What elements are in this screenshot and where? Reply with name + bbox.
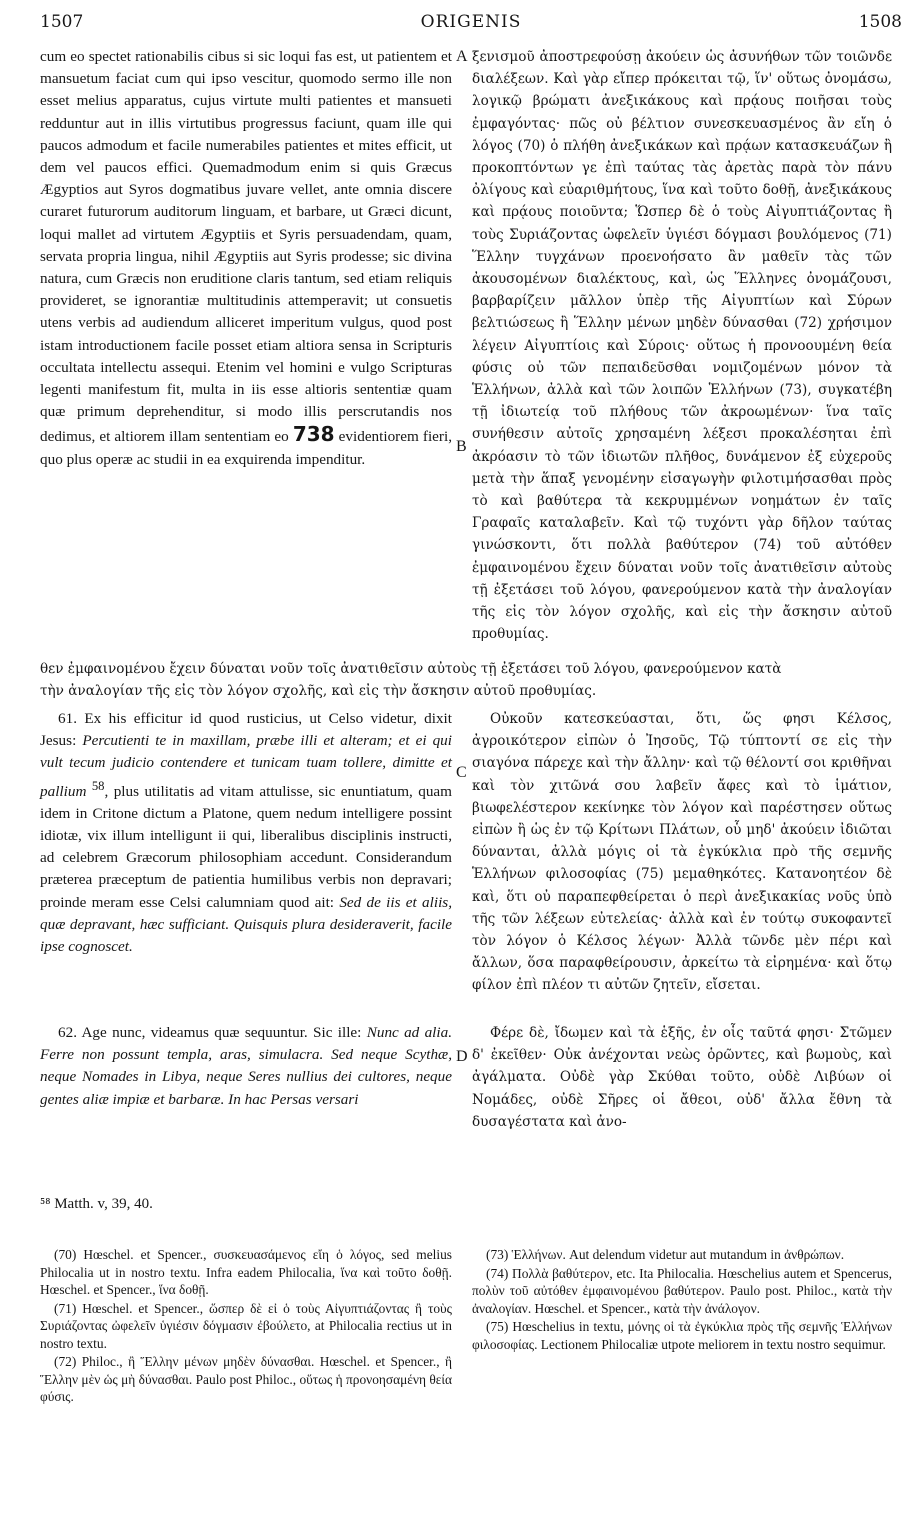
- latin-top-text-end: evidentiorem fieri, quo plus operæ ac studii in ea exquirenda impenditur.: [40, 428, 452, 468]
- latin-62-text: Age nunc, videamus quæ sequuntur. Sic ille:: [81, 1024, 362, 1041]
- margin-marker-a: A: [456, 48, 468, 65]
- note-74: (74) Πολλὰ βαθύτερον, etc. Ita Philocalia. Hœschelius autem et Spencerus, πολὺν τοῦ αὐτόθεν ἐμφαινομένου βαθύτερον. Paulo post. Philoc., κατὰ τὴν ἀναλογίαν. Hœschel. et Spencer., κατὰ τὴν ἀνάλογον.: [472, 1265, 892, 1316]
- greek-62-text: Φέρε δὲ, ἴδωμεν καὶ τὰ ἑξῆς, ἐν οἷς ταῦτά φησι· Στῶμεν δ' ἐκεῖθεν· Οὐκ ἀνέχονται νεὼς ὁρῶντες, καὶ βωμοὺς, καὶ ἀγάλματα. Οὐδὲ γὰρ Σκύθαι τοῦτο, οὐδὲ Λιβύων οἱ Νομάδες, οὐδὲ Σῆρες οἱ ἄθεοι, οὐδ' ἄλλα ἔθνη τὰ δυσαγέστατα καὶ ἀνο-: [472, 1025, 892, 1130]
- margin-marker-b: B: [456, 438, 467, 455]
- note-70: (70) Hœschel. et Spencer., συσκευασάμενος εἴη ὁ λόγος, sed melius Philocalia ut in nostro textu. Infra eadem Philocalia, ἵνα καὶ τοῦτο δοθῇ. Hœschel. et Spencer., ἵνα δοθῇ.: [40, 1247, 452, 1297]
- greek-top-text: ξενισμοῦ ἀποστρεφούσῃ ἀκούειν ὡς ἀσυνήθων τῶν τοιῶνδε διαλέξεων. Καὶ γὰρ εἴπερ πρόκειται τῷ, ἵν' οὕτως ὀνομάσω, λογικῷ βρώματι ἀνεξικάκους καὶ πρᾴους ποιῆσαι τοὺς ἐμφαγόντας· πῶς οὐ βέλτιον συνεσκευασμένος ἂν εἴη ὁ λόγος (70) ὁ πλήθη ἀνεξικάκων καὶ πρᾴων κατασκευάζων ἢ προκοπτόντων γε ἐπὶ ταύτας τὰς ἀρετὰς παρὰ τὸν πάνυ ὀλίγους καὶ εὐαριθμήτους, ἵνα καὶ τοῦτο δοθῇ, ἀνεξικάκους καὶ πρᾴους ποιοῦντα; Ὥσπερ δὲ ὁ τοὺς Αἰγυπτιάζοντας ἢ τοὺς Συριάζοντας ὠφελεῖν ὑγιέσι δόγμασι βουλόμενος (71) Ἕλλην τυγχάνων προενοήσατο ἂν μαθεῖν τὰς τῶν ἀκουσομένων διαλέκτους, καὶ, ὡς Ἕλληνες ὀνομάζουσι, βαρβαρίζειν μᾶλλον ὑπὲρ τῆς Αἰγυπτίων καὶ Σύρων βελτιώσεως ἢ Ἕλλην μένων μηδὲν δύνασθαι (72) χρήσιμον λέγειν Αἰγυπτίοις καὶ Σύροις· οὕτως ἡ προνοουμένη θεία φύσις οὐ τῶν πεπαιδεῦσθαι νομιζομένων μόνον τὰ Ἑλλήνων, ἀλλὰ καὶ τῶν λοιπῶν Ἑλλήνων (73), συγκατέβη τῇ ἰδιωτείᾳ τοῦ πλήθους τῶν ἀκροωμένων· ἵνα ταῖς συνήθεσιν αὐτοῖς χρησαμένη λέξεσι προκαλέσηται ἐπὶ ἀκρόασιν τὸ τῶν ἰδιωτῶν πλῆθος, δυνάμενον ἐξ εὐχεροῦς μετὰ τὴν ἅπαξ γενομένην εἰσαγωγὴν φιλοτιμήσασθαι πρὸς τὸ καὶ βαθύτερα τὰ κεκρυμμένων νοημάτων ἐν ταῖς Γραφαῖς καταλαβεῖν. Καὶ τῷ τυχόντι γὰρ δῆλον ταύτας γινώσκοντι, ὅτι πολλὰ βαθύτερον (74) τοῦ αὐτόθεν ἐμφαινομένου ἔχειν δύναται νοῦν τοῖς ἀνατιθεῖσιν αὐτοὺς τῇ ἐξετάσει τοῦ λόγου, φανερούμενον κατὰ τὴν ἀναλογίαν τῆς εἰς τὸν λόγον σχολῆς, καὶ εἰς τὴν ἄσκησιν αὐτοῦ προθυμίας.: [472, 49, 892, 643]
- greek-full-line-1: θεν ἐμφαινομένου ἔχειν δύναται νοῦν τοῖς ἀνατιθεῖσιν αὐτοὺς τῇ ἐξετάσει τοῦ λόγου, φανερούμενον κατὰ: [40, 661, 782, 677]
- footnote-58: ⁵⁸ Matth. v, 39, 40.: [40, 1196, 153, 1212]
- latin-column-top: [40, 46, 452, 666]
- margin-marker-c: C: [456, 764, 467, 781]
- greek-section-62: [472, 1022, 892, 1152]
- notes-right: [472, 1246, 892, 1496]
- greek-section-61: [472, 708, 892, 1018]
- section-number-61: 61.: [58, 710, 77, 727]
- margin-marker-d: D: [456, 1048, 468, 1065]
- note-71: (71) Hœschel. et Spencer., ὥσπερ δὲ εἰ ὁ τοὺς Αἰγυπτιάζοντας ἢ τοὺς Συριάζοντας ὠφελεῖν ὑγιέσιν δόγμασιν ἐβούλετο, at Philocalia rectius ut in nostro textu.: [40, 1300, 452, 1351]
- greek-column-top: [472, 46, 892, 666]
- greek-61-text: Οὐκοῦν κατεσκεύασται, ὅτι, ὥς φησι Κέλσος, ἀγροικότερον εἰπὼν ὁ Ἰησοῦς, Τῷ τύπτοντί σε εἰς τὴν σιαγόνα πάρεχε καὶ τὴν ἄλλην· καὶ τῷ θέλοντί σοι κριθῆναι καὶ τὸν χιτῶνά σου λαβεῖν ἄφες καὶ τὸ ἱμάτιον, βιωφελέστερον κεκίνηκε τὸν λόγον καὶ παρέστησεν οὕτως εἰπὼν ἢ ὡς ἐν τῷ Κρίτωνι Πλάτων, οὗ μηδ' ἀκούειν ἰδιῶται δύνανται, ἀλλὰ μόγις οἱ τὰ ἐγκύκλια πρὸ τῆς σεμνῆς Ἑλλήνων φιλοσοφίας (75) μεμαθηκότες. Κατανοητέον δὲ καὶ, ὅτι οὐ παραπεφθείρεται ὁ περὶ ἀνεξικακίας νοῦς ὑπὸ τῆς τῶν λέξεων εὐτελείας· ἀλλὰ καὶ ἐν τούτῳ συκοφαντεῖ τὸν λόγον ὁ Κέλσος λέγων· Ἀλλὰ τῶνδε μὲν πέρι καὶ ἄλλων, ὅσα παραφθείρουσιν, ἀρκείτω τὰ εἰρημένα· καὶ ὅτῳ φίλον ἐπὶ πλέον τι αὐτῶν ζητεῖν, εἴσεται.: [472, 711, 892, 994]
- running-title: ORIGENIS: [420, 12, 522, 32]
- note-73: (73) Ἑλλήνων. Aut delendum videtur aut mutandum in ἀνθρώπων.: [486, 1247, 845, 1262]
- latin-61-text: Ex his efficitur id quod rusticius, ut Celso videtur, dixit Jesus:: [40, 710, 453, 750]
- notes-left: [40, 1246, 452, 1496]
- latin-62-quote: Nunc ad alia. Ferre non possunt templa, aras, simulacra. Sed neque Scythæ, neque Nomades in Libya, neque Seres nullius dei cultores, neque gentes aliæ impiæ et barbaræ. In hac Persas versari: [40, 1024, 453, 1108]
- footnote-ref-58: 58: [91, 778, 105, 793]
- note-75: (75) Hœschelius in textu, μόνης οἱ τὰ ἐγκύκλια πρὸς τῆς σεμνῆς Ἑλλήνων φιλοσοφίας. Lectionem Philocaliæ utpote meliorem in textu nostro sequimur.: [472, 1319, 892, 1352]
- section-number-62: 62.: [58, 1024, 77, 1041]
- note-72: (72) Philoc., ἢ Ἕλλην μένων μηδὲν δύνασθαι. Hœschel. et Spencer., ἢ Ἕλλην μὲν ὡς μὴ δύνασθαι. Paulo post Philoc., οὕτως ἡ προνοησαμένη θεία φύσις.: [40, 1354, 452, 1404]
- left-page-number: 1507: [40, 12, 84, 32]
- column-number: 738: [292, 422, 335, 447]
- latin-section-61: [40, 708, 452, 1006]
- latin-61-quote: Percutienti te in maxillam, præbe illi et alteram; et ei qui vult tecum judicio contendere et tunicam tuam tollere, dimitte et pallium: [40, 732, 453, 800]
- greek-full-line-2: τὴν ἀναλογίαν τῆς εἰς τὸν λόγον σχολῆς, καὶ εἰς τὴν ἄσκησιν αὐτοῦ προθυμίας.: [40, 683, 597, 699]
- latin-section-62: [40, 1022, 452, 1152]
- running-header: [40, 12, 902, 40]
- latin-top-text: cum eo spectet rationabilis cibus si sic loqui fas est, ut patientem et mansuetum faciat cum qui ipso vescitur, quomodo sermo ille non esset melius apparatus, cujus virtute multi patientes et mansueti redduntur aut in illis virtutibus progressus faciunt, quam ille qui paucos admodum et facile numerabiles patientes et mites efficit, ut dem vel paucos effici. Quemadmodum enim si quis Græcus Ægyptios aut Syros dogmatibus juvare vellet, ante omnia discere curaret futurorum auditorum linguam, et barbare, ut Græci dicunt, loqui mallet ad virtutem Ægyptiis et Syris persuadendam, quam, servata propria lingua, nihil Ægyptiis aut Syris prodesse; sic divina natura, cum Græcis non eruditione claris tantum, sed etiam reliquis provideret, se ignorantiæ multitudinis attemperavit; ut consuetis utens verbis ad audiendum alliceret imperitum vulgus, quod post istam introductionem facile posset etiam altiora sensa in Scripturis occultata intellectu assequi. Etenim vel homini e vulgo Scripturas legenti manifestum fit, multa in iis esse altioris sententiæ quam quæ primum deprehenditur, si modo illis perscrutandis nos dedimus, et altiorem illam sententiam eo: [40, 48, 452, 446]
- latin-61-text-2: , plus utilitatis ad vitam attulisse, sic enuntiatum, quam idem in Critone dictum a Platone, quem nedum intelligere possint idiotæ, vix illum intelligunt ii qui, liberalibus disciplinis instructi, ad celebrem Græcorum philosophiam accedunt. Considerandum præterea præceptum de patientia humilibus verbis non depravari; proinde meram esse Celsi calumniam quod ait:: [40, 782, 452, 911]
- right-page-number: 1508: [858, 12, 902, 32]
- latin-61-quote-2: Sed de iis et aliis, quæ depravant, hæc sufficiant. Quisquis plura desideraverit, facile ipse cognoscet.: [40, 893, 452, 956]
